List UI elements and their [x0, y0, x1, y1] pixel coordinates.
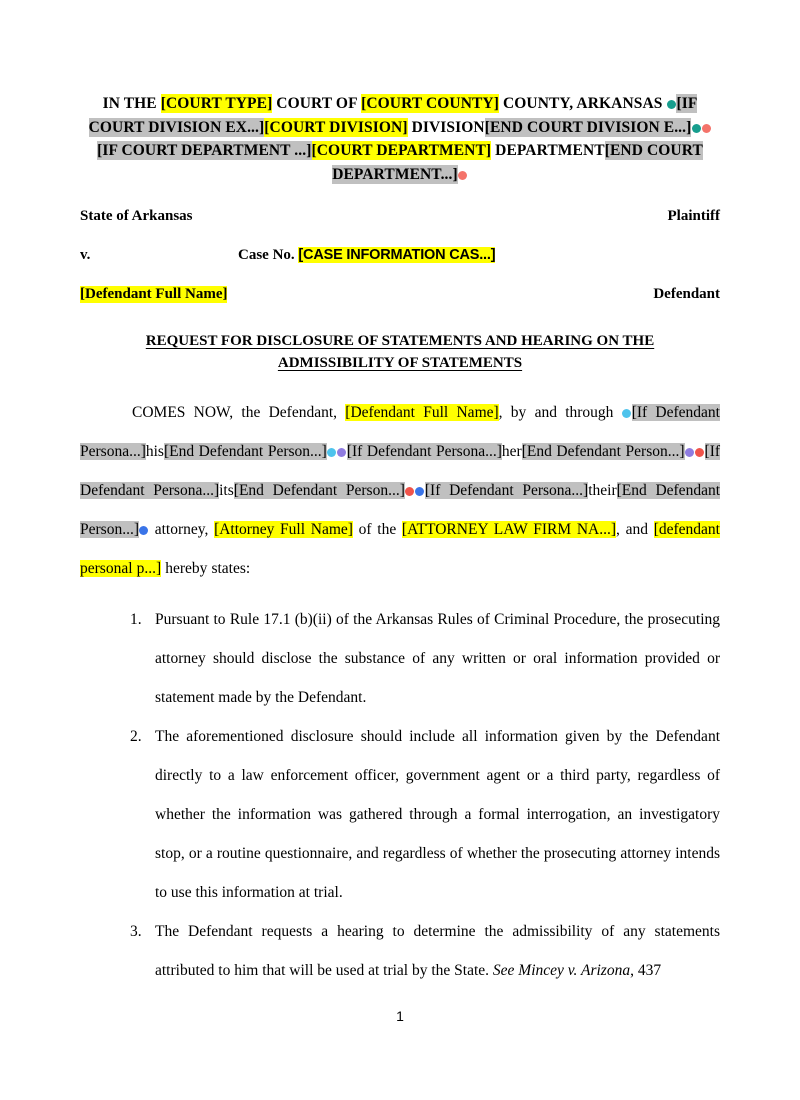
defendant-name[interactable]: [Defendant Full Name] — [80, 286, 228, 303]
list-item — [80, 912, 720, 990]
conditional-markup[interactable]: [If Defendant Persona...] — [346, 442, 502, 460]
defendant-role: Defendant — [653, 286, 720, 303]
conditional-markup[interactable]: [IF COURT DIVISION EX...] — [88, 95, 698, 136]
list-item — [80, 717, 720, 912]
text-run: COMES NOW, the Defendant, — [132, 403, 346, 421]
text-run: attorney, — [148, 520, 215, 538]
marker-dot-purple-icon — [685, 448, 694, 457]
field-placeholder[interactable]: [Attorney Full Name] — [214, 520, 353, 538]
marker-dot-salmon-icon — [458, 171, 467, 180]
conditional-markup[interactable]: [If Defendant Persona...] — [80, 403, 720, 460]
intro-paragraph-segments — [80, 404, 720, 577]
case-number-group — [140, 247, 720, 264]
list-item-text-before-citation: The Defendant requests a hearing to determine the admissibility of any statements attributed to him that will be used at trial by the State. — [155, 923, 720, 980]
conditional-markup[interactable]: [IF COURT DEPARTMENT ...] — [97, 142, 312, 160]
list-item — [80, 600, 720, 717]
court-heading-segments — [89, 95, 712, 183]
marker-dot-red-icon — [695, 448, 704, 457]
conditional-markup[interactable]: [END COURT DIVISION E...] — [484, 118, 692, 136]
marker-dot-cyan-icon — [327, 448, 336, 457]
case-no-value[interactable]: [CASE INFORMATION CAS...] — [298, 247, 496, 264]
marker-dot-cyan-icon — [622, 409, 631, 418]
list-item-text: Pursuant to Rule 17.1 (b)(ii) of the Arkansas Rules of Criminal Procedure, the prosecuting attorney should disclose the substance of any written or oral information provided or statement made by the Defendant. — [155, 610, 720, 707]
defendant-row — [80, 286, 720, 303]
list-item-text-after-citation: , 437 — [630, 962, 662, 980]
text-run: his — [145, 442, 164, 460]
text-run: , by and through — [498, 403, 622, 421]
plaintiff-row — [80, 208, 720, 225]
marker-dot-red-icon — [405, 487, 414, 496]
conditional-markup[interactable]: [If Defendant Persona...] — [424, 481, 589, 499]
marker-dot-salmon-icon — [702, 124, 711, 133]
field-placeholder[interactable]: [defendant personal p...] — [80, 520, 720, 577]
text-run: of the — [352, 520, 402, 538]
case-citation: See Mincey v. Arizona — [492, 962, 631, 980]
page-number: 1 — [396, 1008, 404, 1024]
field-placeholder[interactable]: [COURT COUNTY] — [361, 95, 499, 112]
field-placeholder[interactable]: [ATTORNEY LAW FIRM NA...] — [401, 520, 617, 538]
conditional-markup[interactable]: [END COURT DEPARTMENT...] — [332, 142, 703, 183]
text-run: COURT OF — [272, 95, 362, 112]
field-placeholder[interactable]: [COURT TYPE] — [160, 95, 273, 112]
field-placeholder[interactable]: [COURT DIVISION] — [264, 118, 408, 136]
marker-dot-purple-icon — [337, 448, 346, 457]
court-heading — [80, 92, 720, 186]
plaintiff-name: State of Arkansas — [80, 208, 193, 225]
marker-dot-blue-icon — [415, 487, 424, 496]
intro-paragraph — [80, 393, 720, 588]
text-run: their — [588, 481, 617, 499]
conditional-markup[interactable]: [End Defendant Person...] — [233, 481, 405, 499]
text-run: hereby states: — [161, 559, 251, 577]
field-placeholder[interactable]: [COURT DEPARTMENT] — [311, 142, 492, 160]
conditional-markup[interactable]: [End Defendant Person...] — [80, 481, 721, 538]
text-run: , and — [616, 520, 654, 538]
field-placeholder[interactable]: [Defendant Full Name] — [345, 403, 499, 421]
document-title — [80, 331, 720, 375]
conditional-markup[interactable]: [If Defendant Persona...] — [80, 442, 721, 499]
numbered-items-list — [80, 600, 720, 990]
text-run: her — [501, 442, 522, 460]
text-run: DIVISION — [407, 118, 485, 136]
conditional-markup[interactable]: [End Defendant Person...] — [163, 442, 327, 460]
case-no-label: Case No. — [238, 247, 295, 264]
marker-dot-teal-icon — [667, 100, 676, 109]
list-item-text: The aforementioned disclosure should include all information given by the Defendant directly to a law enforcement officer, government agent or a third party, regardless of whether the information was gathered through a formal interrogation, an investigatory stop, or a routine questionnaire, and regardless of whether the prosecuting attorney intends to use this information at trial. — [155, 728, 720, 902]
plaintiff-role: Plaintiff — [667, 208, 720, 225]
marker-dot-blue-icon — [139, 526, 148, 535]
text-run: its — [219, 481, 234, 499]
text-run: DEPARTMENT — [491, 142, 605, 160]
marker-dot-teal-icon — [692, 124, 701, 133]
versus-label: v. — [80, 247, 91, 264]
document-title-line1: REQUEST FOR DISCLOSURE OF STATEMENTS AND HEARING ON THE — [145, 333, 655, 350]
text-run: COUNTY, ARKANSAS — [498, 95, 667, 112]
text-run: IN THE — [102, 95, 161, 112]
document-title-line2: ADMISSIBILITY OF STATEMENTS — [277, 354, 523, 371]
conditional-markup[interactable]: [End Defendant Person...] — [521, 442, 685, 460]
case-number-row — [80, 247, 720, 264]
